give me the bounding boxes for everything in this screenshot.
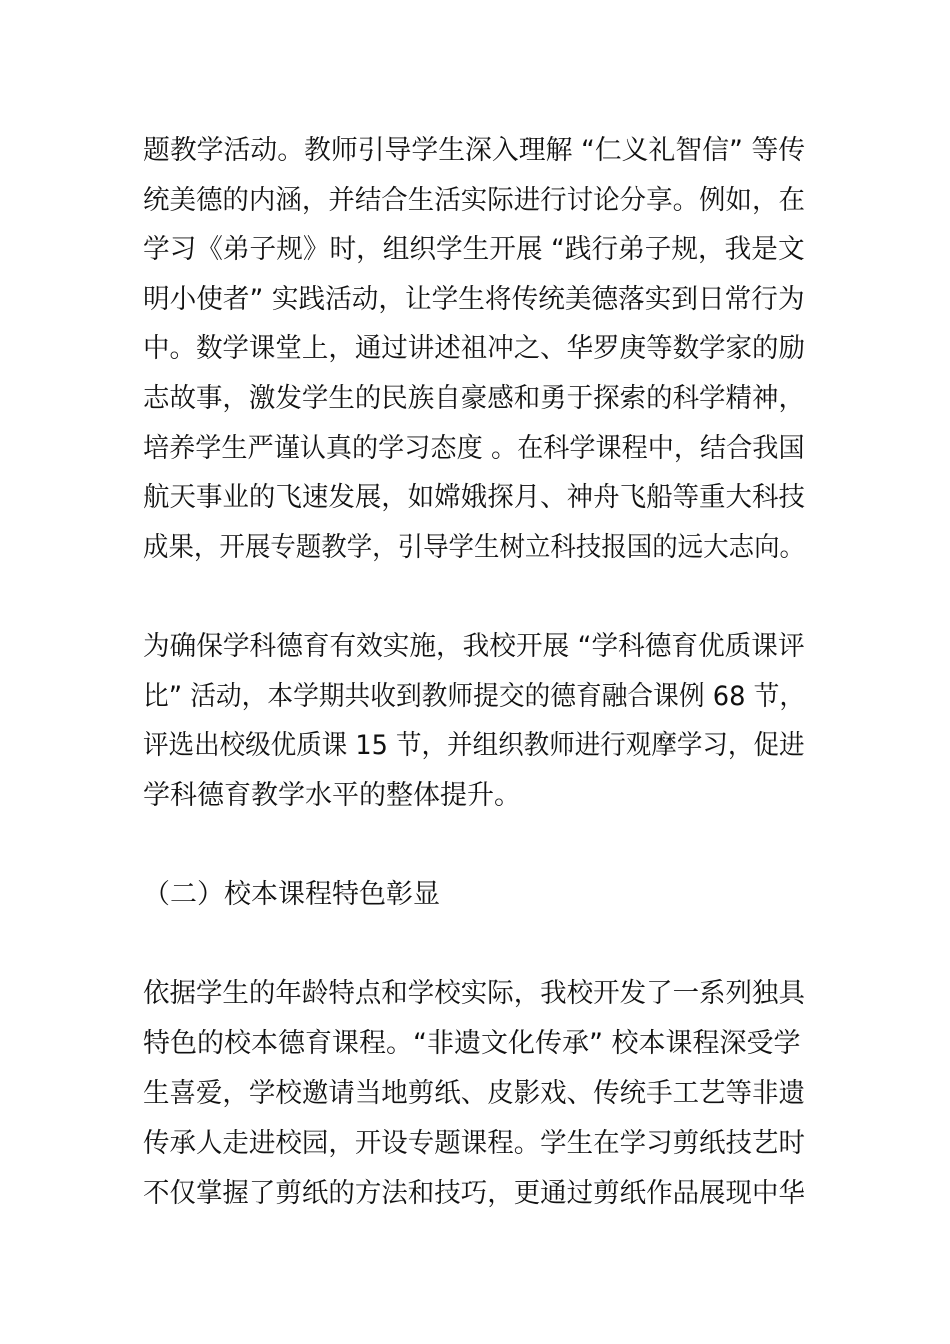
paragraph-line: 航天事业的飞速发展，如嫦娥探月、神舟飞船等重大科技 [143,482,805,513]
paragraph-line: 比” 活动，本学期共收到教师提交的德育融合课例 68 节， [143,681,806,712]
paragraph-line: 不仅掌握了剪纸的方法和技巧，更通过剪纸作品展现中华 [143,1178,805,1209]
paragraph-line: 明小使者” 实践活动，让学生将传统美德落实到日常行为 [143,284,805,315]
paragraph-line: 评选出校级优质课 15 节，并组织教师进行观摩学习，促进 [143,730,805,761]
paragraph-line: 学习《弟子规》时，组织学生开展 “践行弟子规，我是文 [143,234,805,265]
paragraph-line: 培养学生严谨认真的学习态度 。在科学课程中，结合我国 [143,433,805,464]
section-heading: （二）校本课程特色彰显 [143,879,440,910]
paragraph-line: 统美德的内涵，并结合生活实际进行讨论分享。例如，在 [143,185,805,216]
paragraph-line: 学科德育教学水平的整体提升。 [143,780,521,811]
paragraph-line: 题教学活动。教师引导学生深入理解 “仁义礼智信” 等传 [143,135,806,166]
paragraph-line: 特色的校本德育课程。“非遗文化传承” 校本课程深受学 [143,1028,801,1059]
paragraph-line: 志故事，激发学生的民族自豪感和勇于探索的科学精神， [143,383,805,414]
paragraph-line: 生喜爱，学校邀请当地剪纸、皮影戏、传统手工艺等非遗 [143,1078,805,1109]
paragraph-line: 为确保学科德育有效实施，我校开展 “学科德育优质课评 [143,631,805,662]
paragraph-line: 依据学生的年龄特点和学校实际，我校开发了一系列独具 [143,978,805,1009]
paragraph-line: 传承人走进校园，开设专题课程。学生在学习剪纸技艺时 [143,1128,805,1159]
paragraph-line: 成果，开展专题教学，引导学生树立科技报国的远大志向。 [143,532,805,563]
paragraph-line: 中。数学课堂上，通过讲述祖冲之、华罗庚等数学家的励 [143,333,805,364]
